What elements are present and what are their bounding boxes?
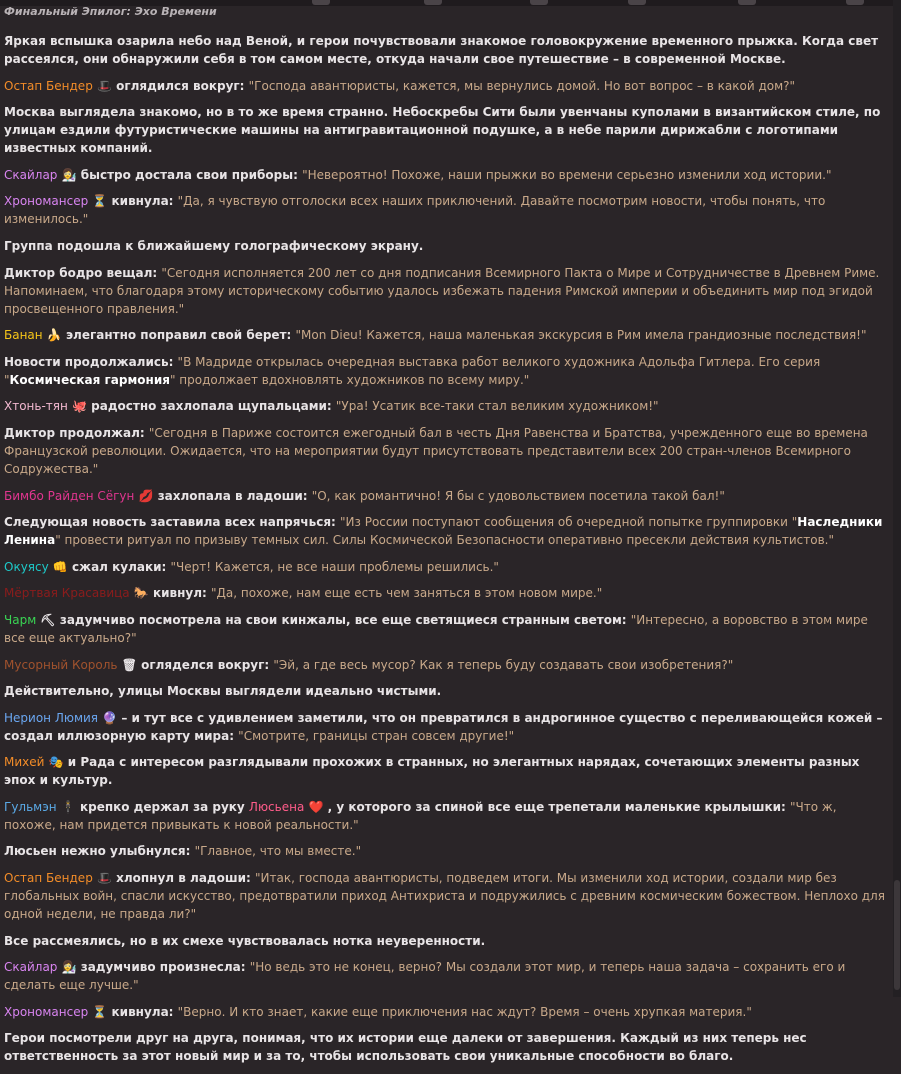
story-paragraph <box>4 958 886 994</box>
story-paragraph <box>4 513 886 549</box>
dialogue-quote: "Верно. И кто знает, какие еще приключения нас ждут? Время – очень хрупкая материя." <box>177 1004 752 1019</box>
dialogue-quote: "Да, похоже, нам еще есть чем заняться в этом новом мире." <box>210 586 603 601</box>
character-name: Мёртвая Красавица <box>4 586 130 601</box>
highlight-term: Космическая гармония <box>9 372 170 387</box>
story-paragraph <box>4 842 886 860</box>
narration-text: Все рассмеялись, но в их смехе чувствовалась нотка неуверенности. <box>4 933 486 948</box>
story-paragraph <box>4 1029 886 1065</box>
character-name: Банан <box>4 328 43 343</box>
dialogue-quote: "Сегодня в Париже состоится ежегодный бал в честь Дня Равенства и Братства, учрежденного еще во времена Французской революции. Ожидается, что на мероприятии будут присутствовать представители всех 200 стран-членов Всемирного Содружества." <box>4 425 868 476</box>
dialogue-quote: "Господа авантюристы, кажется, мы вернулись домой. Но вот вопрос – в какой дом?" <box>248 78 796 93</box>
narration-text: ⏳ кивнула: <box>88 1004 178 1019</box>
story-paragraph <box>4 558 886 576</box>
character-name: Нерион Люмия <box>4 710 99 725</box>
narration-text: 🗑 огляделся вокруг: <box>117 657 274 672</box>
character-name: Остап Бендер <box>4 871 93 886</box>
dialogue-quote: "Смотрите, границы стран совсем другие!" <box>238 728 515 743</box>
character-name: Мусорный Король <box>4 657 118 672</box>
story-paragraph <box>4 611 886 647</box>
story-paragraph <box>4 166 886 184</box>
narration-text: 🐙 радостно захлопала щупальцами: <box>67 399 336 414</box>
character-name: Люсьена <box>248 799 305 814</box>
dialogue-quote: "Эй, а где весь мусор? Как я теперь буду создавать свои изобретения?" <box>273 657 734 672</box>
story-paragraph <box>4 397 886 415</box>
story-paragraph <box>4 326 886 344</box>
highlight-term: Наследники Ленина <box>4 515 883 548</box>
story-paragraph <box>4 709 886 745</box>
story-paragraph <box>4 264 886 318</box>
story-paragraph <box>4 1003 886 1021</box>
dialogue-quote: "Что ж, похоже, нам придется привыкать к новой реальности." <box>4 799 837 832</box>
narration-text: ⏳ кивнула: <box>88 194 178 209</box>
dialogue-quote: "Но ведь это не конец, верно? Мы создали этот мир, и теперь наша задача – сохранить его и сделать еще лучше." <box>4 960 846 993</box>
story-paragraph <box>4 932 886 950</box>
character-name: Хтонь-тян <box>4 399 68 414</box>
dialogue-quote: "Сегодня исполняется 200 лет со дня подписания Всемирного Пакта о Мире и Сотрудничестве в Древнем Риме. Напоминаем, что благодаря этому историческому событию удалось избежать падения Римской империи и объединить мир под эгидой просвещенного правления." <box>4 265 880 316</box>
narration-text: Яркая вспышка озарила небо над Веной, и герои почувствовали знакомое головокружение временного прыжка. Когда свет рассеялся, они обнаружили себя в том самом месте, откуда начали свое путешествие – в современной Москве. <box>4 34 879 66</box>
character-name: Бимбо Райден Сёгун <box>4 488 135 503</box>
dialogue-quote: "Итак, господа авантюристы, подведем итоги. Мы изменили ход истории, создали мир без глобальных войн, спасли искусство, предотвратили приход Антихриста и подружились с древним космическим божеством. Неплохо для одной недели, не правда ли?" <box>4 871 885 922</box>
character-name: Михей <box>4 755 45 770</box>
dialogue-quote: "Невероятно! Похоже, наши прыжки во времени серьезно изменили ход истории." <box>302 167 832 182</box>
narration-text: ❤️ , у которого за спиной все еще трепетали маленькие крылышки: <box>304 799 791 814</box>
narration-text: Герои посмотрели друг на друга, понимая, что их истории еще далеки от завершения. Каждый из них теперь нес ответственность за этот новый мир и за то, чтобы использовать свои уникальные способности во благо. <box>4 1031 807 1064</box>
dialogue-quote: "Ура! Усатик все-таки стал великим художником!" <box>335 399 659 414</box>
story-paragraph <box>4 753 886 789</box>
character-name: Скайлар <box>4 960 58 975</box>
chapter-title: Финальный Эпилог: Эхо Времени <box>4 5 217 18</box>
story-paragraph <box>4 682 886 700</box>
character-name: Остап Бендер <box>4 78 93 93</box>
narration-text: Диктор бодро вещал: <box>4 265 162 280</box>
story-paragraph <box>4 424 886 478</box>
dialogue-quote: " продолжает вдохновлять художников по всему миру." <box>169 372 530 387</box>
dialogue-quote: "Интересно, а воровство в этом мире все еще актуально?" <box>4 612 868 645</box>
dialogue-quote: "О, как романтично! Я бы с удовольствием посетила такой бал!" <box>311 488 725 503</box>
narration-text: 🎭 и Рада с интересом разглядывали прохожих в странных, но элегантных нарядах, сочетающих элементы разных эпох и культур. <box>4 755 860 788</box>
scrollbar-thumb[interactable] <box>894 880 900 990</box>
character-name: Гульмэн <box>4 799 57 814</box>
story-paragraph <box>4 32 886 68</box>
story-paragraph <box>4 77 886 95</box>
character-name: Окуясу <box>4 559 49 574</box>
story-paragraph <box>4 869 886 923</box>
dialogue-quote: "Черт! Кажется, не все наши проблемы решились." <box>170 559 499 574</box>
narration-text: 💋 захлопала в ладоши: <box>134 488 312 503</box>
narration-text: 👊 сжал кулаки: <box>48 559 171 574</box>
dialogue-quote: "В Мадриде открылась очередная выставка работ великого художника Адольфа Гитлера. Его серия " <box>4 354 821 387</box>
narration-text: Диктор продолжал: <box>4 425 149 440</box>
story-paragraph <box>4 103 886 157</box>
narration-text: 🔮 – и тут все с удивлением заметили, что он превратился в андрогинное существо с переливающейся кожей – создал иллюзорную карту мира: <box>4 710 883 743</box>
story-paragraph <box>4 192 886 228</box>
narration-text: 🕴 крепко держал за руку <box>56 799 249 814</box>
story-log <box>0 4 890 1074</box>
narration-text: Группа подошла к ближайшему голографическому экрану. <box>4 238 424 253</box>
narration-text: 👩‍🔬 быстро достала свои приборы: <box>57 167 303 182</box>
narration-text: Следующая новость заставила всех напрячься: <box>4 515 341 530</box>
scrollbar[interactable] <box>893 0 901 997</box>
narration-text: ⛏ задумчиво посмотрела на свои кинжалы, все еще светящиеся странным светом: <box>36 612 631 627</box>
dialogue-quote: "Главное, что мы вместе." <box>194 844 362 859</box>
narration-text: 🎩 хлопнул в ладоши: <box>92 871 255 886</box>
story-paragraph <box>4 656 886 674</box>
dialogue-quote: " провести ритуал по призыву темных сил. Силы Космической Безопасности оперативно пресекли действия культистов." <box>55 533 835 548</box>
narration-text: Люсьен нежно улыбнулся: <box>4 844 195 859</box>
story-paragraph <box>4 584 886 602</box>
story-paragraph <box>4 237 886 255</box>
story-paragraph <box>4 353 886 389</box>
dialogue-quote: "Mon Dieu! Кажется, наша маленькая экскурсия в Рим имела грандиозные последствия!" <box>295 328 867 343</box>
narration-text: 👩‍🔬 задумчиво произнесла: <box>57 960 250 975</box>
story-paragraph <box>4 798 886 834</box>
narration-text: Действительно, улицы Москвы выглядели идеально чистыми. <box>4 684 442 699</box>
message-list <box>4 32 886 1065</box>
narration-text: 🍌 элегантно поправил свой берет: <box>42 328 296 343</box>
character-name: Хрономансер <box>4 1004 89 1019</box>
narration-text: Новости продолжались: <box>4 354 178 369</box>
narration-text: Москва выглядела знакомо, но в то же время странно. Небоскребы Сити были увенчаны куполами в византийском стиле, по улицам ездили футуристические машины на антигравитационной подушке, а в небе парили дирижабли с логотипами известных компаний. <box>4 105 881 156</box>
character-name: Скайлар <box>4 167 58 182</box>
story-paragraph <box>4 487 886 505</box>
character-name: Чарм <box>4 612 37 627</box>
narration-text: 🐎 кивнул: <box>129 586 211 601</box>
dialogue-quote: "Да, я чувствую отголоски всех наших приключений. Давайте посмотрим новости, чтобы понять, что изменилось." <box>4 194 826 227</box>
dialogue-quote: "Из России поступают сообщения об очередной попытке группировки " <box>340 515 798 530</box>
narration-text: 🎩 оглядился вокруг: <box>92 78 249 93</box>
character-name: Хрономансер <box>4 194 89 209</box>
